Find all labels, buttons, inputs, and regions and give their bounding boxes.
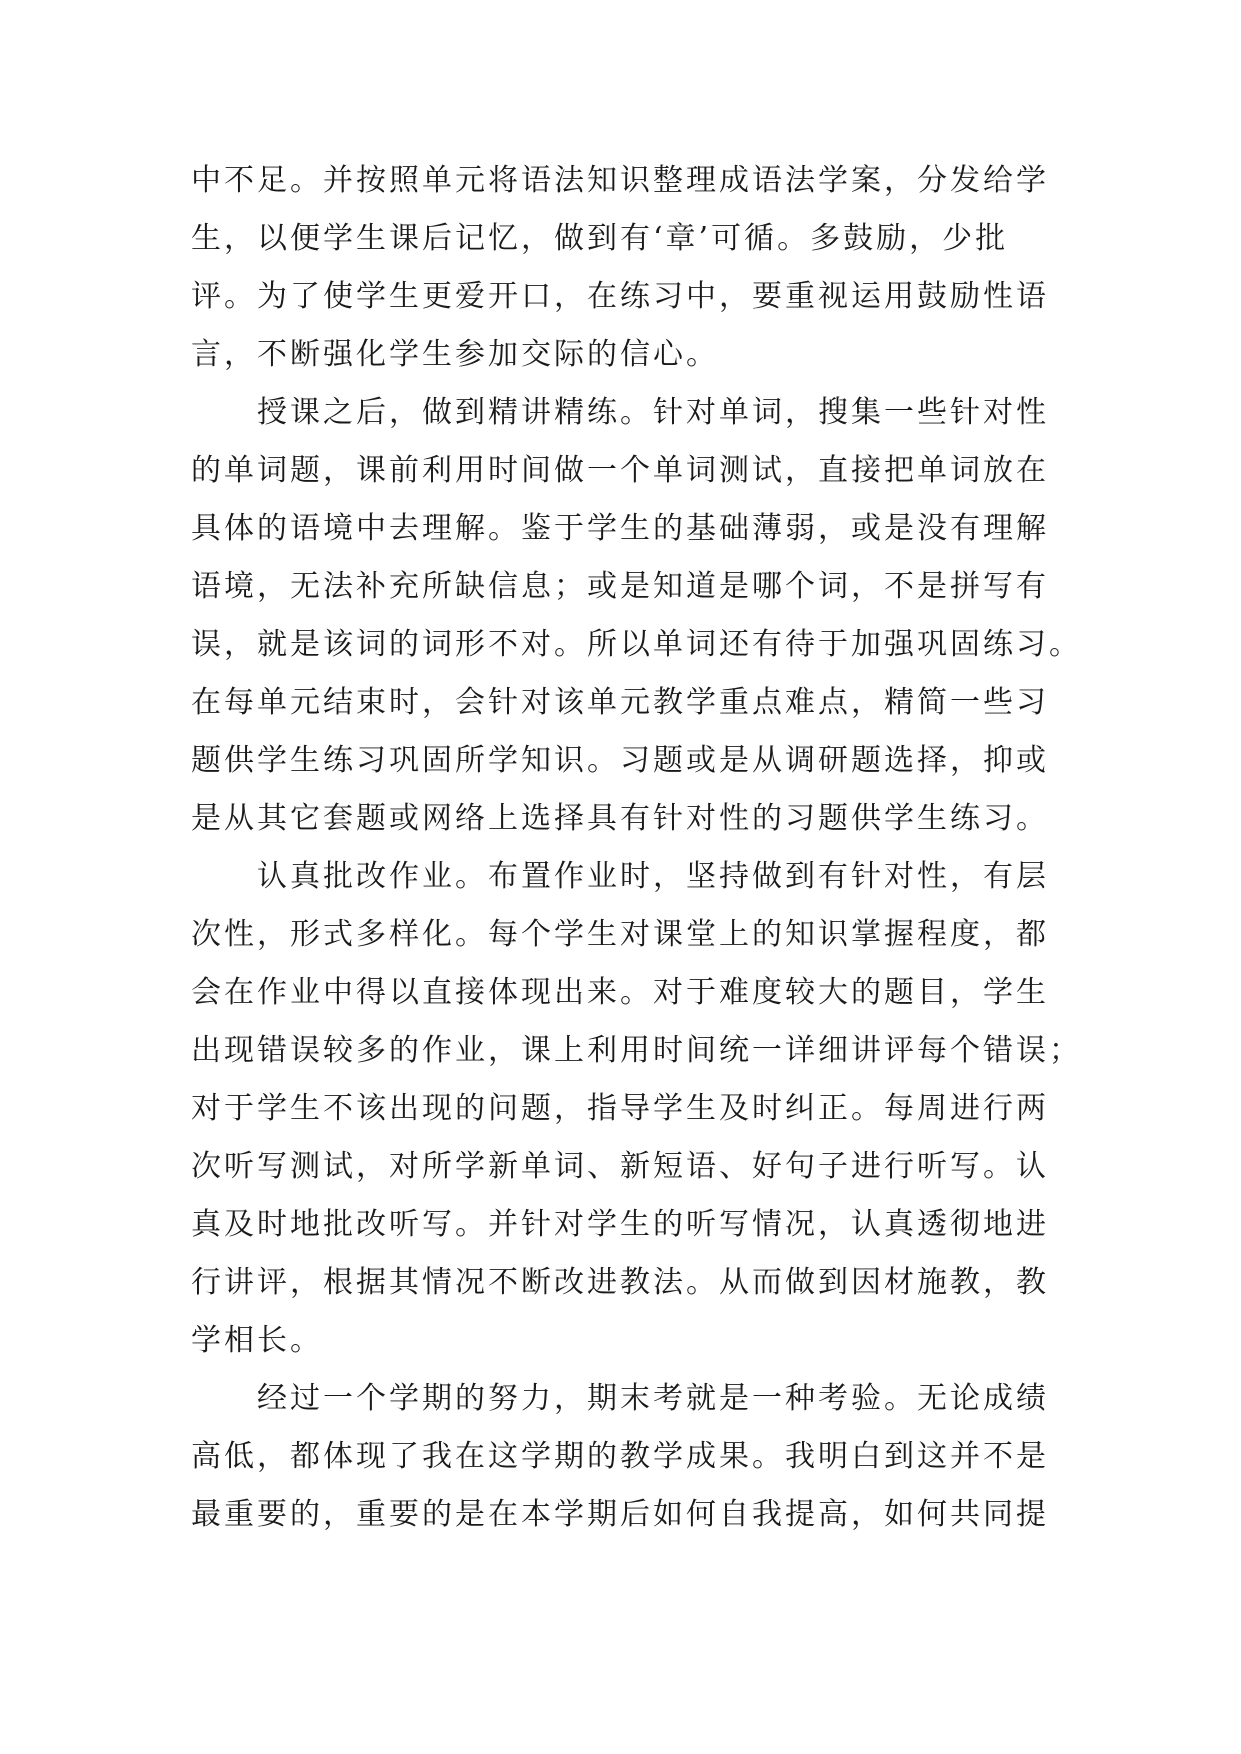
text-line: 次性，形式多样化。每个学生对课堂上的知识掌握程度，都 — [191, 917, 1049, 952]
text-line: 言，不断强化学生参加交际的信心。 — [191, 337, 719, 372]
text-line: 误，就是该词的词形不对。所以单词还有待于加强巩固练习。 — [191, 627, 1082, 662]
text-line: 会在作业中得以直接体现出来。对于难度较大的题目，学生 — [191, 975, 1049, 1010]
text-line: 是从其它套题或网络上选择具有针对性的习题供学生练习。 — [191, 801, 1049, 836]
text-line: 具体的语境中去理解。鉴于学生的基础薄弱，或是没有理解 — [191, 511, 1049, 546]
text-line: 次听写测试，对所学新单词、新短语、好句子进行听写。认 — [191, 1149, 1049, 1184]
text-line: 学相长。 — [191, 1323, 323, 1358]
text-line: 最重要的，重要的是在本学期后如何自我提高，如何共同提 — [191, 1497, 1049, 1532]
text-line: 行讲评，根据其情况不断改进教法。从而做到因材施教，教 — [191, 1265, 1049, 1300]
text-line: 真及时地批改听写。并针对学生的听写情况，认真透彻地进 — [191, 1207, 1049, 1242]
body-text — [191, 152, 1082, 1544]
text-line: 语境，无法补充所缺信息；或是知道是哪个词，不是拼写有 — [191, 569, 1049, 604]
paragraph-first-line: 认真批改作业。布置作业时，坚持做到有针对性，有层 — [257, 859, 1049, 894]
text-line: 高低，都体现了我在这学期的教学成果。我明白到这并不是 — [191, 1439, 1049, 1474]
text-line: 在每单元结束时，会针对该单元教学重点难点，精简一些习 — [191, 685, 1049, 720]
paragraph-first-line: 经过一个学期的努力，期末考就是一种考验。无论成绩 — [257, 1381, 1049, 1416]
text-line: 对于学生不该出现的问题，指导学生及时纠正。每周进行两 — [191, 1091, 1049, 1126]
text-line: 的单词题，课前利用时间做一个单词测试，直接把单词放在 — [191, 453, 1049, 488]
text-line: 题供学生练习巩固所学知识。习题或是从调研题选择，抑或 — [191, 743, 1049, 778]
paragraph-first-line: 授课之后，做到精讲精练。针对单词，搜集一些针对性 — [257, 395, 1049, 430]
text-line: 生，以便学生课后记忆，做到有‘章’可循。多鼓励，少批 — [191, 221, 1009, 256]
text-line: 中不足。并按照单元将语法知识整理成语法学案，分发给学 — [191, 163, 1049, 198]
text-line: 出现错误较多的作业，课上利用时间统一详细讲评每个错误； — [191, 1033, 1082, 1068]
text-line: 评。为了使学生更爱开口，在练习中，要重视运用鼓励性语 — [191, 279, 1049, 314]
